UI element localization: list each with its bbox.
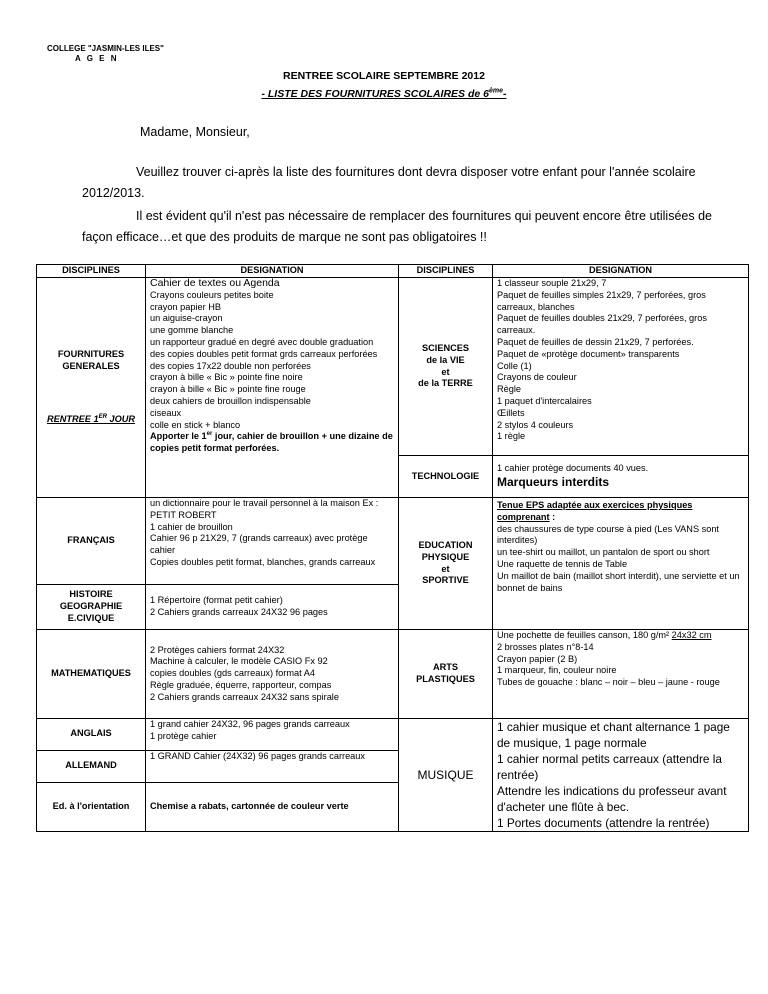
- designation-orientation: Chemise a rabats, cartonnée de couleur verte: [146, 782, 399, 831]
- designation-anglais: 1 grand cahier 24X32, 96 pages grands carreaux 1 protège cahier: [146, 719, 399, 751]
- discipline-musique: MUSIQUE: [399, 719, 493, 832]
- discipline-allemand: ALLEMAND: [37, 750, 146, 782]
- designation-eps: Tenue EPS adaptée aux exercices physiques comprenant : des chaussures de type course à pied (Les VANS sont interdites) un tee-shirt ou maillot, un pantalon de sport ou short Une raquette de tennis de Table Un maillot de bain (maillot short interdit), une serviette et un bonnet de bains: [493, 498, 749, 630]
- discipline-svt: SCIENCES de la VIE et de la TERRE: [399, 278, 493, 456]
- supplies-table: [36, 264, 749, 832]
- discipline-histoire-geographie: HISTOIRE GEOGRAPHIE E.CIVIQUE: [37, 585, 146, 630]
- col-header-designation: DESIGNATION: [146, 265, 399, 278]
- notice-paragraph: Il est évident qu'il n'est pas nécessaire de remplacer des fournitures qui peuvent encore être utilisées de façon efficace…et que des produits de marque ne sont pas obligatoires !!: [82, 209, 712, 244]
- page-subtitle: - LISTE DES FOURNITURES SCOLAIRES de 6ème-: [261, 87, 507, 100]
- discipline-eps: EDUCATION PHYSIQUE et SPORTIVE: [399, 498, 493, 630]
- designation-mathematiques: 2 Protèges cahiers format 24X32 Machine à calculer, le modèle CASIO Fx 92 copies doubles (gds carreaux) format A4 Règle graduée, équerre, rapporteur, compas 2 Cahiers grands carreaux 24X32 sans spirale: [146, 630, 399, 719]
- page-title: RENTREE SCOLAIRE SEPTEMBRE 2012: [283, 70, 485, 82]
- greeting: Madame, Monsieur,: [140, 125, 250, 139]
- discipline-mathematiques: MATHEMATIQUES: [37, 630, 146, 719]
- designation-svt: 1 classeur souple 21x29, 7 Paquet de feuilles simples 21x29, 7 perforées, gros carreaux, blanches Paquet de feuilles doubles 21x29, 7 perforées, gros carreaux. Paquet de feuilles de dessin 21x29, 7 perforées. Paquet de «protège document» transparents Colle (1) Crayons de couleur Règle 1 paquet d'intercalaires Œillets 2 stylos 4 couleurs 1 règle: [493, 278, 749, 456]
- discipline-francais: FRANÇAIS: [37, 498, 146, 585]
- first-day-note: Apporter le 1er jour, cahier de brouillon + une dizaine de copies petit format perforées.: [150, 431, 393, 454]
- discipline-fournitures-generales: FOURNITURES GENERALES RENTREE 1ER JOUR: [37, 278, 146, 498]
- col-header-disciplines: DISCIPLINES: [37, 265, 146, 278]
- discipline-orientation: Ed. à l'orientation: [37, 782, 146, 831]
- designation-arts-plastiques: Une pochette de feuilles canson, 180 g/m² 24x32 cm 2 brosses plates n°8-14 Crayon papier (2 B) 1 marqueur, fin, couleur noire Tubes de gouache : blanc – noir – bleu – jaune - rouge: [493, 630, 749, 719]
- discipline-anglais: ANGLAIS: [37, 719, 146, 751]
- designation-francais: un dictionnaire pour le travail personnel à la maison Ex : PETIT ROBERT 1 cahier de brouillon Cahier 96 p 21X29, 7 (grands carreaux) avec protège cahier Copies doubles petit format, blanches, grands carreaux: [146, 498, 399, 585]
- rentree-label: RENTREE 1ER JOUR: [46, 414, 135, 425]
- school-header: [47, 44, 164, 64]
- discipline-technologie: TECHNOLOGIE: [399, 456, 493, 498]
- school-name: COLLEGE "JASMIN-LES ILES": [47, 44, 164, 53]
- col-header-disciplines-2: DISCIPLINES: [399, 265, 493, 278]
- designation-musique: 1 cahier musique et chant alternance 1 page de musique, 1 page normale 1 cahier normal petits carreaux (attendre la rentrée) Attendre les indications du professeur avant d'acheter une flûte à bec. 1 Portes documents (attendre la rentrée): [493, 719, 749, 832]
- designation-allemand: 1 GRAND Cahier (24X32) 96 pages grands carreaux: [146, 750, 399, 782]
- intro-paragraph: Veuillez trouver ci-après la liste des fournitures dont devra disposer votre enfant pour l'année scolaire 2012/2013.: [82, 165, 696, 200]
- designation-fournitures-generales: Cahier de textes ou Agenda Crayons couleurs petites boite crayon papier HB un aiguise-crayon une gomme blanche un rapporteur gradué en degré avec double graduation des copies doubles petit format grds carreaux perforées des copies 17x22 double non perforées crayon à bille « Bic » pointe fine noire crayon à bille « Bic » pointe fine rouge deux cahiers de brouillon indispensable ciseaux colle en stick + blanco Apporter le 1er jour, cahier de brouillon + une dizaine de copies petit format perforées.: [146, 278, 399, 498]
- discipline-arts-plastiques: ARTS PLASTIQUES: [399, 630, 493, 719]
- table-header-row: [37, 265, 749, 278]
- school-city: A G E N: [75, 54, 119, 63]
- designation-histoire-geographie: 1 Répertoire (format petit cahier) 2 Cahiers grands carreaux 24X32 96 pages: [146, 585, 399, 630]
- col-header-designation-2: DESIGNATION: [493, 265, 749, 278]
- designation-technologie: 1 cahier protège documents 40 vues. Marqueurs interdits: [493, 456, 749, 498]
